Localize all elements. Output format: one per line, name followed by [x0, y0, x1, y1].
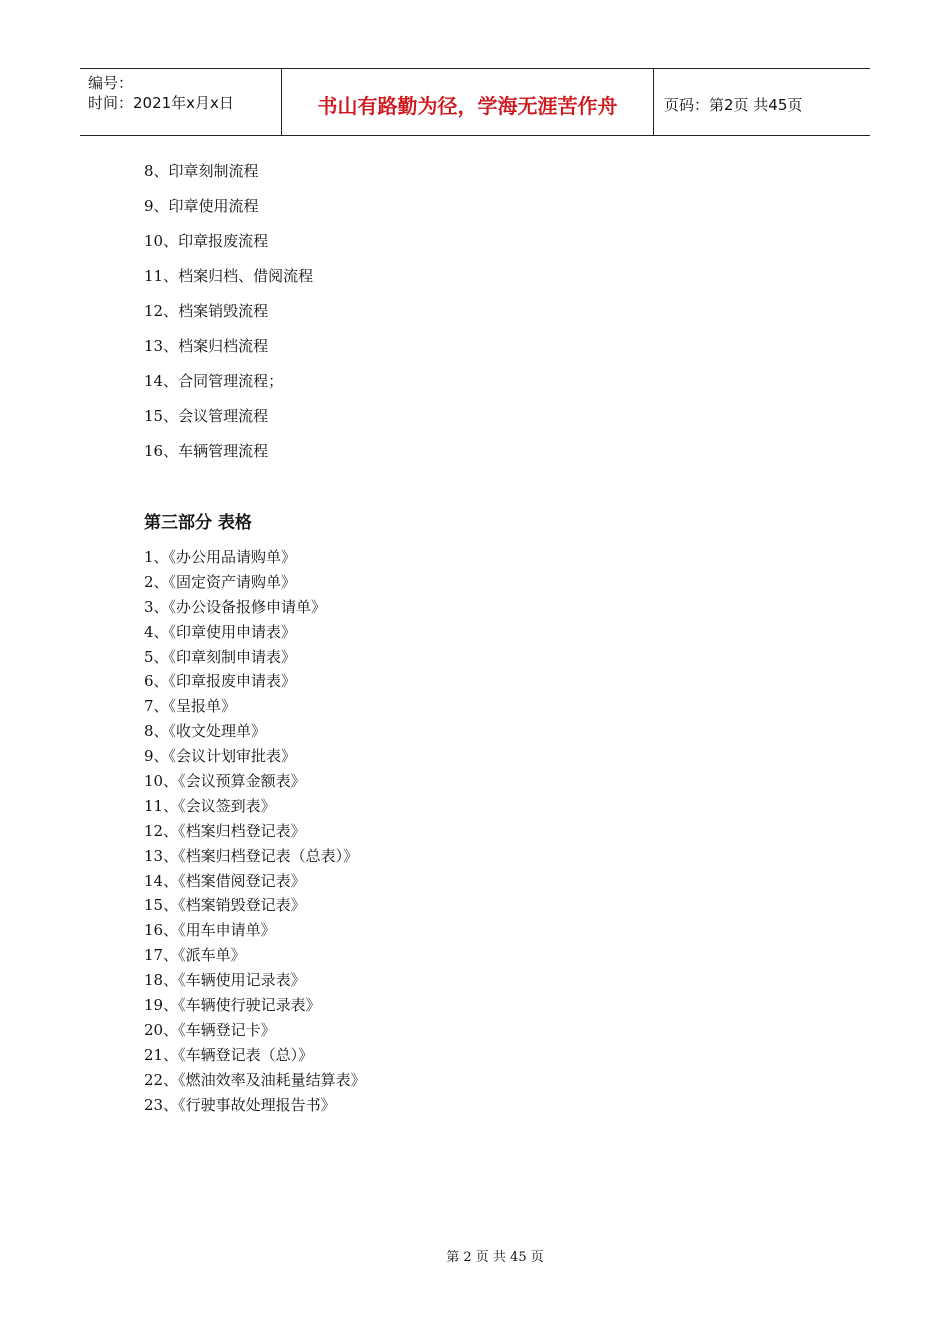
list-item: 8、印章刻制流程: [144, 162, 259, 180]
list-item: 17、《派车单》: [144, 946, 246, 965]
header-motto: 书山有路勤为径，学海无涯苦作舟: [282, 69, 654, 135]
list-item: 1、《办公用品请购单》: [144, 548, 297, 566]
list-item: 11、档案归档、借阅流程: [144, 267, 314, 285]
list-item: 4、《印章使用申请表》: [144, 622, 297, 641]
list-item: 14、《档案借阅登记表》: [144, 871, 306, 890]
list-item: 21、《车辆登记表（总）》: [144, 1045, 314, 1064]
list-item: 9、印章使用流程: [144, 197, 259, 215]
list-item: 15、《档案销毁登记表》: [144, 896, 306, 915]
list-item: 16、车辆管理流程: [144, 442, 269, 460]
list-item: 15、会议管理流程: [144, 407, 269, 425]
section-title: 第三部分 表格: [144, 513, 252, 533]
document-date: 时间：2021年x月x日: [88, 94, 234, 112]
list-item: 12、《档案归档登记表》: [144, 821, 306, 840]
list-item: 18、《车辆使用记录表》: [144, 971, 306, 990]
page-header: [80, 68, 870, 136]
header-left-cell: [80, 69, 282, 135]
header-page-info: 页码：第2页 共45页: [664, 95, 803, 114]
document-number-label: 编号：: [88, 74, 134, 92]
list-item: 8、《收文处理单》: [144, 722, 267, 741]
list-item: 22、《燃油效率及油耗量结算表》: [144, 1070, 366, 1089]
list-item: 2、《固定资产请购单》: [144, 572, 297, 591]
list-item: 14、合同管理流程；: [144, 372, 284, 390]
page-footer: 第 2 页 共 45 页: [446, 1250, 544, 1265]
list-item: 10、《会议预算金额表》: [144, 772, 306, 791]
list-item: 19、《车辆使行驶记录表》: [144, 996, 321, 1015]
list-item: 12、档案销毁流程: [144, 302, 269, 320]
list-item: 23、《行驶事故处理报告书》: [144, 1095, 336, 1114]
list-item: 5、《印章刻制申请表》: [144, 647, 297, 666]
list-item: 13、档案归档流程: [144, 337, 269, 355]
list-item: 10、印章报废流程: [144, 232, 269, 250]
list-item: 20、《车辆登记卡》: [144, 1020, 276, 1039]
form-list: [144, 545, 366, 1117]
list-item: 16、《用车申请单》: [144, 921, 276, 940]
list-item: 6、《印章报废申请表》: [144, 672, 297, 691]
list-item: 3、《办公设备报修申请单》: [144, 597, 327, 616]
list-item: 7、《呈报单》: [144, 697, 237, 716]
list-item: 13、《档案归档登记表（总表）》: [144, 846, 359, 865]
list-item: 9、《会议计划审批表》: [144, 747, 297, 766]
list-item: 11、《会议签到表》: [144, 796, 276, 815]
flow-list: [144, 156, 313, 471]
